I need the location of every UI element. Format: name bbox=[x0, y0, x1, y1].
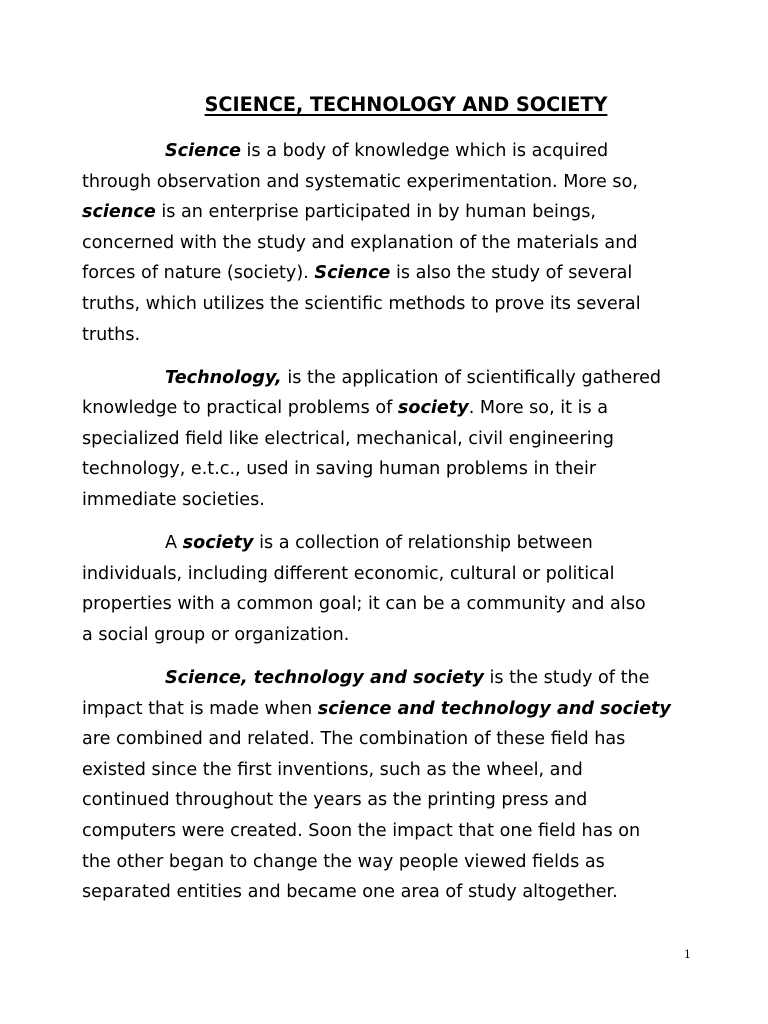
text-line bbox=[82, 663, 692, 694]
emphasis-text: science bbox=[82, 202, 156, 223]
paragraph-society bbox=[82, 528, 692, 650]
text-segment: immediate societies. bbox=[82, 490, 265, 511]
text-segment: the other began to change the way people viewed fields as bbox=[82, 851, 605, 872]
document-title: SCIENCE, TECHNOLOGY AND SOCIETY bbox=[204, 93, 608, 116]
page-number: 1 bbox=[684, 948, 691, 961]
text-line bbox=[82, 528, 692, 559]
emphasis bbox=[82, 202, 156, 222]
paragraph-technology bbox=[82, 363, 692, 516]
text-segment: is a collection of relationship between bbox=[253, 533, 593, 554]
text-line bbox=[82, 167, 692, 198]
text-line bbox=[82, 258, 692, 289]
text-line bbox=[82, 320, 692, 351]
text-segment: a social group or organization. bbox=[82, 624, 350, 645]
text-segment: separated entities and became one area of study altogether. bbox=[82, 882, 618, 903]
text-line bbox=[82, 197, 692, 228]
text-segment: through observation and systematic experimentation. More so, bbox=[82, 171, 638, 192]
emphasis bbox=[318, 699, 671, 719]
text-line bbox=[82, 847, 692, 878]
emphasis bbox=[314, 263, 390, 283]
text-segment: continued throughout the years as the printing press and bbox=[82, 790, 588, 811]
text-segment: is the application of scientifically gathered bbox=[281, 367, 662, 388]
text-line bbox=[82, 454, 692, 485]
text-segment: computers were created. Soon the impact that one field has on bbox=[82, 820, 641, 841]
emphasis-text: Technology, bbox=[165, 367, 282, 388]
text-line bbox=[82, 228, 692, 259]
text-line bbox=[82, 589, 692, 620]
text-segment: existed since the first inventions, such as the wheel, and bbox=[82, 759, 583, 780]
text-segment: is a body of knowledge which is acquired bbox=[240, 141, 609, 161]
text-segment: properties with a common goal; it can be a community and also bbox=[82, 594, 646, 615]
emphasis-text: Science bbox=[314, 263, 391, 284]
text-segment: forces of nature (society). bbox=[82, 263, 315, 284]
text-segment: individuals, including different economic, cultural or political bbox=[82, 563, 615, 584]
text-line bbox=[82, 755, 692, 786]
emphasis bbox=[398, 398, 469, 418]
paragraph-science bbox=[82, 136, 692, 350]
text-segment: . More so, it is a bbox=[468, 398, 609, 419]
text-line bbox=[82, 363, 692, 394]
text-segment: is also the study of several bbox=[390, 263, 633, 284]
text-segment: truths. bbox=[82, 324, 141, 345]
paragraph-sts bbox=[82, 663, 692, 908]
text-segment: truths, which utilizes the scientific methods to prove its several bbox=[82, 293, 641, 314]
text-line bbox=[82, 136, 692, 167]
text-line bbox=[82, 424, 692, 455]
text-segment: is an enterprise participated in by human beings, bbox=[155, 202, 597, 223]
emphasis-text: science and technology and society bbox=[317, 698, 671, 719]
text-segment: technology, e.t.c., used in saving human problems in their bbox=[82, 459, 597, 480]
text-line bbox=[82, 485, 692, 516]
text-segment: is the study of the bbox=[483, 668, 650, 688]
emphasis bbox=[165, 368, 282, 388]
text-segment: are combined and related. The combination of these field has bbox=[82, 729, 626, 750]
text-line bbox=[82, 816, 692, 847]
text-line bbox=[82, 620, 692, 651]
text-line bbox=[82, 559, 692, 590]
text-line bbox=[82, 694, 692, 725]
emphasis-text: Science bbox=[165, 141, 241, 161]
text-segment: impact that is made when bbox=[82, 698, 318, 719]
emphasis bbox=[165, 668, 484, 688]
text-line bbox=[82, 724, 692, 755]
emphasis bbox=[183, 533, 254, 553]
emphasis-text: society bbox=[182, 533, 254, 554]
text-line bbox=[82, 289, 692, 320]
text-line bbox=[82, 877, 692, 908]
text-line bbox=[82, 785, 692, 816]
text-segment: A bbox=[165, 533, 183, 554]
document-body bbox=[82, 136, 692, 920]
emphasis-text: Science, technology and society bbox=[165, 668, 484, 688]
text-segment: specialized field like electrical, mechanical, civil engineering bbox=[82, 428, 614, 449]
text-line bbox=[82, 393, 692, 424]
text-segment: concerned with the study and explanation of the materials and bbox=[82, 232, 638, 253]
text-segment: knowledge to practical problems of bbox=[82, 398, 398, 419]
emphasis-text: society bbox=[397, 398, 469, 419]
emphasis bbox=[165, 141, 241, 161]
